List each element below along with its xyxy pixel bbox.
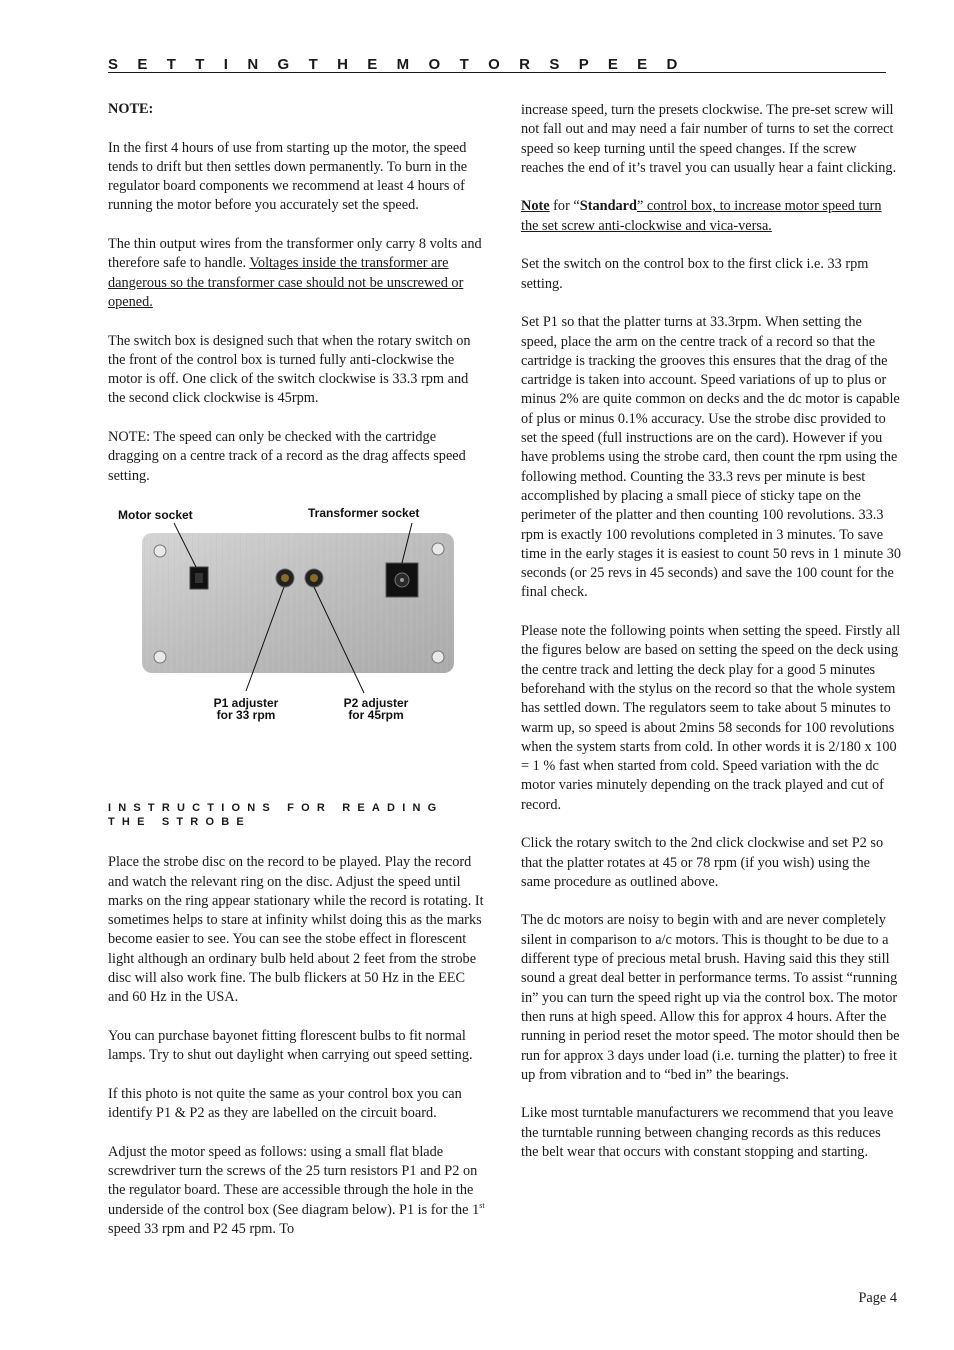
points-paragraph: Please note the following points when setting the speed. Firstly all the figures below are based on setting the speed on the deck using the centre track and letting the deck play for a good 5 minutes beforehand with the stylus on the record so that the whole system has settled down. The regulators seem to take about 5 minutes to warm up, so speed is about 2mins 58 seconds for 100 revolutions when the system starts from cold. In other words it is 2/180 x 100 = 1 % fast when started from cold. Speed variation with the dc motor varies minutely depending on the track played and cut of record. [521,623,901,813]
screw-icon [154,545,166,557]
screw-icon [154,651,166,663]
title-underline [108,72,886,73]
bulb-paragraph: You can purchase bayonet fitting florescent bulbs to fit normal lamps. Try to shut out daylight when carrying out speed setting. [108,1027,473,1064]
strobe-heading: INSTRUCTIONS FOR READING THE STROBE [108,802,444,829]
speed-check-note: NOTE: The speed can only be checked with the cartridge dragging on a centre track of a record as the drag affects speed setting. [108,429,466,484]
screw-icon [432,651,444,663]
note-label: NOTE: [108,101,154,117]
motor-socket-label: Motor socket [118,508,193,523]
voltage-paragraph: The thin output wires from the transformer only carry 8 volts and therefore safe to handle. Voltages inside the transformer are dangerous so the transformer case should not be unscrewed or opened. [108,236,482,310]
screw-icon [432,543,444,555]
transformer-socket-label: Transformer socket [308,506,420,521]
photo-note-paragraph: If this photo is not quite the same as your control box you can identify P1 & P2 as they are labelled on the circuit board. [108,1085,462,1122]
running-in-paragraph: The dc motors are noisy to begin with and are never completely silent in comparison to a/c motors. This is thought to be due to a different type of precious metal brush. Having said this they still sound a great deal better in performance terms. To assist “running in” you can turn the speed right up via the control box. The motor then runs at high speed. Allow this for approx 4 hours. After the running in period reset the motor speed. The motor should then be run for approx 3 days under load (i.e. turning the platter) to free it up from vibration and to “bed in” the bearings. [521,912,900,1083]
burn-in-paragraph: In the first 4 hours of use from starting up the motor, the speed tends to drift but then settles down permanently. To burn in the regulator board components we recommend at least 4 hours of running the motor before you accurately set the speed. [108,139,468,214]
adjust-paragraph: Adjust the motor speed as follows: using a small flat blade screwdriver turn the screws of the 25 turn resistors P1 and P2 on the regulator board. These are accessible through the hole in the underside of the control box (See diagram below). P1 is for the 1st speed 33 rpm and P2 45 rpm. To [108,1143,485,1237]
switch-setting-paragraph: Set the switch on the control box to the first click i.e. 33 rpm setting. [521,256,869,292]
p2-label-line2: for 45rpm [348,708,404,723]
p1-label-line1: P1 adjuster [213,696,279,711]
p2-setting-paragraph: Click the rotary switch to the 2nd click clockwise and set P2 so that the platter rotates at 45 or 78 rpm (if you wish) using the same procedure as outlined above. [521,835,884,890]
page-title: S E T T I N G T H E M O T O R S P E E D [108,56,685,73]
right-column [521,101,901,1182]
standard-box-note: Note for “Standard” control box, to increase motor speed turn the set screw anti-clockwise and vica-versa. [521,198,882,234]
voltage-warning: Voltages inside the transformer are dangerous so the transformer case should not be unscrewed or opened. [108,255,464,310]
strobe-paragraph: Place the strobe disc on the record to be played. Play the record and watch the relevant ring on the disc. Adjust the speed until marks on the ring appear stationary while the record is rotating. It sometimes helps to stare at infinity whilst doing this as the marks become easier to see. You can see the stobe effect in florescent light although an ordinary bulb held about 2 feet from the strobe disc will also work fine. The bulb flickers at 50 Hz in the EEC and 60 Hz in the USA. [108,854,484,1006]
left-column [108,100,488,1258]
p1-setting-paragraph: Set P1 so that the platter turns at 33.3rpm. When setting the speed, place the arm on the centre track of a record so that the cartridge is tracking the grooves this ensures that the drag of the cartridge is taken into account. Speed variations of up to plus or minus 2% are quite common on decks and the dc motor is capable of plus or minus 0.1% accuracy. Use the strobe disc provided to set the speed (full instructions are on the card). However if you have problems using the strobe card, then count the rpm using the following method. Counting the 33.3 revs per minute is best accomplished by placing a small piece of sticky tape on the perimeter of the platter and then counting 100 revolutions. 33.3 rpm is exactly 100 revolutions completed in 3 minutes. To save time in the early stages it is easiest to count 50 revs in 1 minute 30 seconds (or 25 revs in 45 seconds) and save the 100 count for the final check. [521,314,901,601]
control-box-photo [108,505,488,743]
p2-label-line1: P2 adjuster [343,696,409,711]
switch-box-paragraph: The switch box is designed such that when the rotary switch on the front of the control box is turned fully anti-clockwise the motor is off. One click of the switch clockwise is 33.3 rpm and the second click clockwise is 45rpm. [108,332,471,407]
belt-wear-paragraph: Like most turntable manufacturers we recommend that you leave the turntable running between changing records as this reduces the belt wear that occurs with constant stopping and starting. [521,1105,894,1161]
p1-label-line2: for 33 rpm [216,708,276,723]
presets-paragraph: increase speed, turn the presets clockwise. The pre-set screw will not fall out and may need a fair number of turns to set the correct speed so keep turning until the speed changes. If the screw reaches the end of it’s travel you can usually hear a faint clicking. [521,102,897,176]
page-number: Page 4 [858,1290,897,1306]
control-box-diagram [108,505,488,743]
